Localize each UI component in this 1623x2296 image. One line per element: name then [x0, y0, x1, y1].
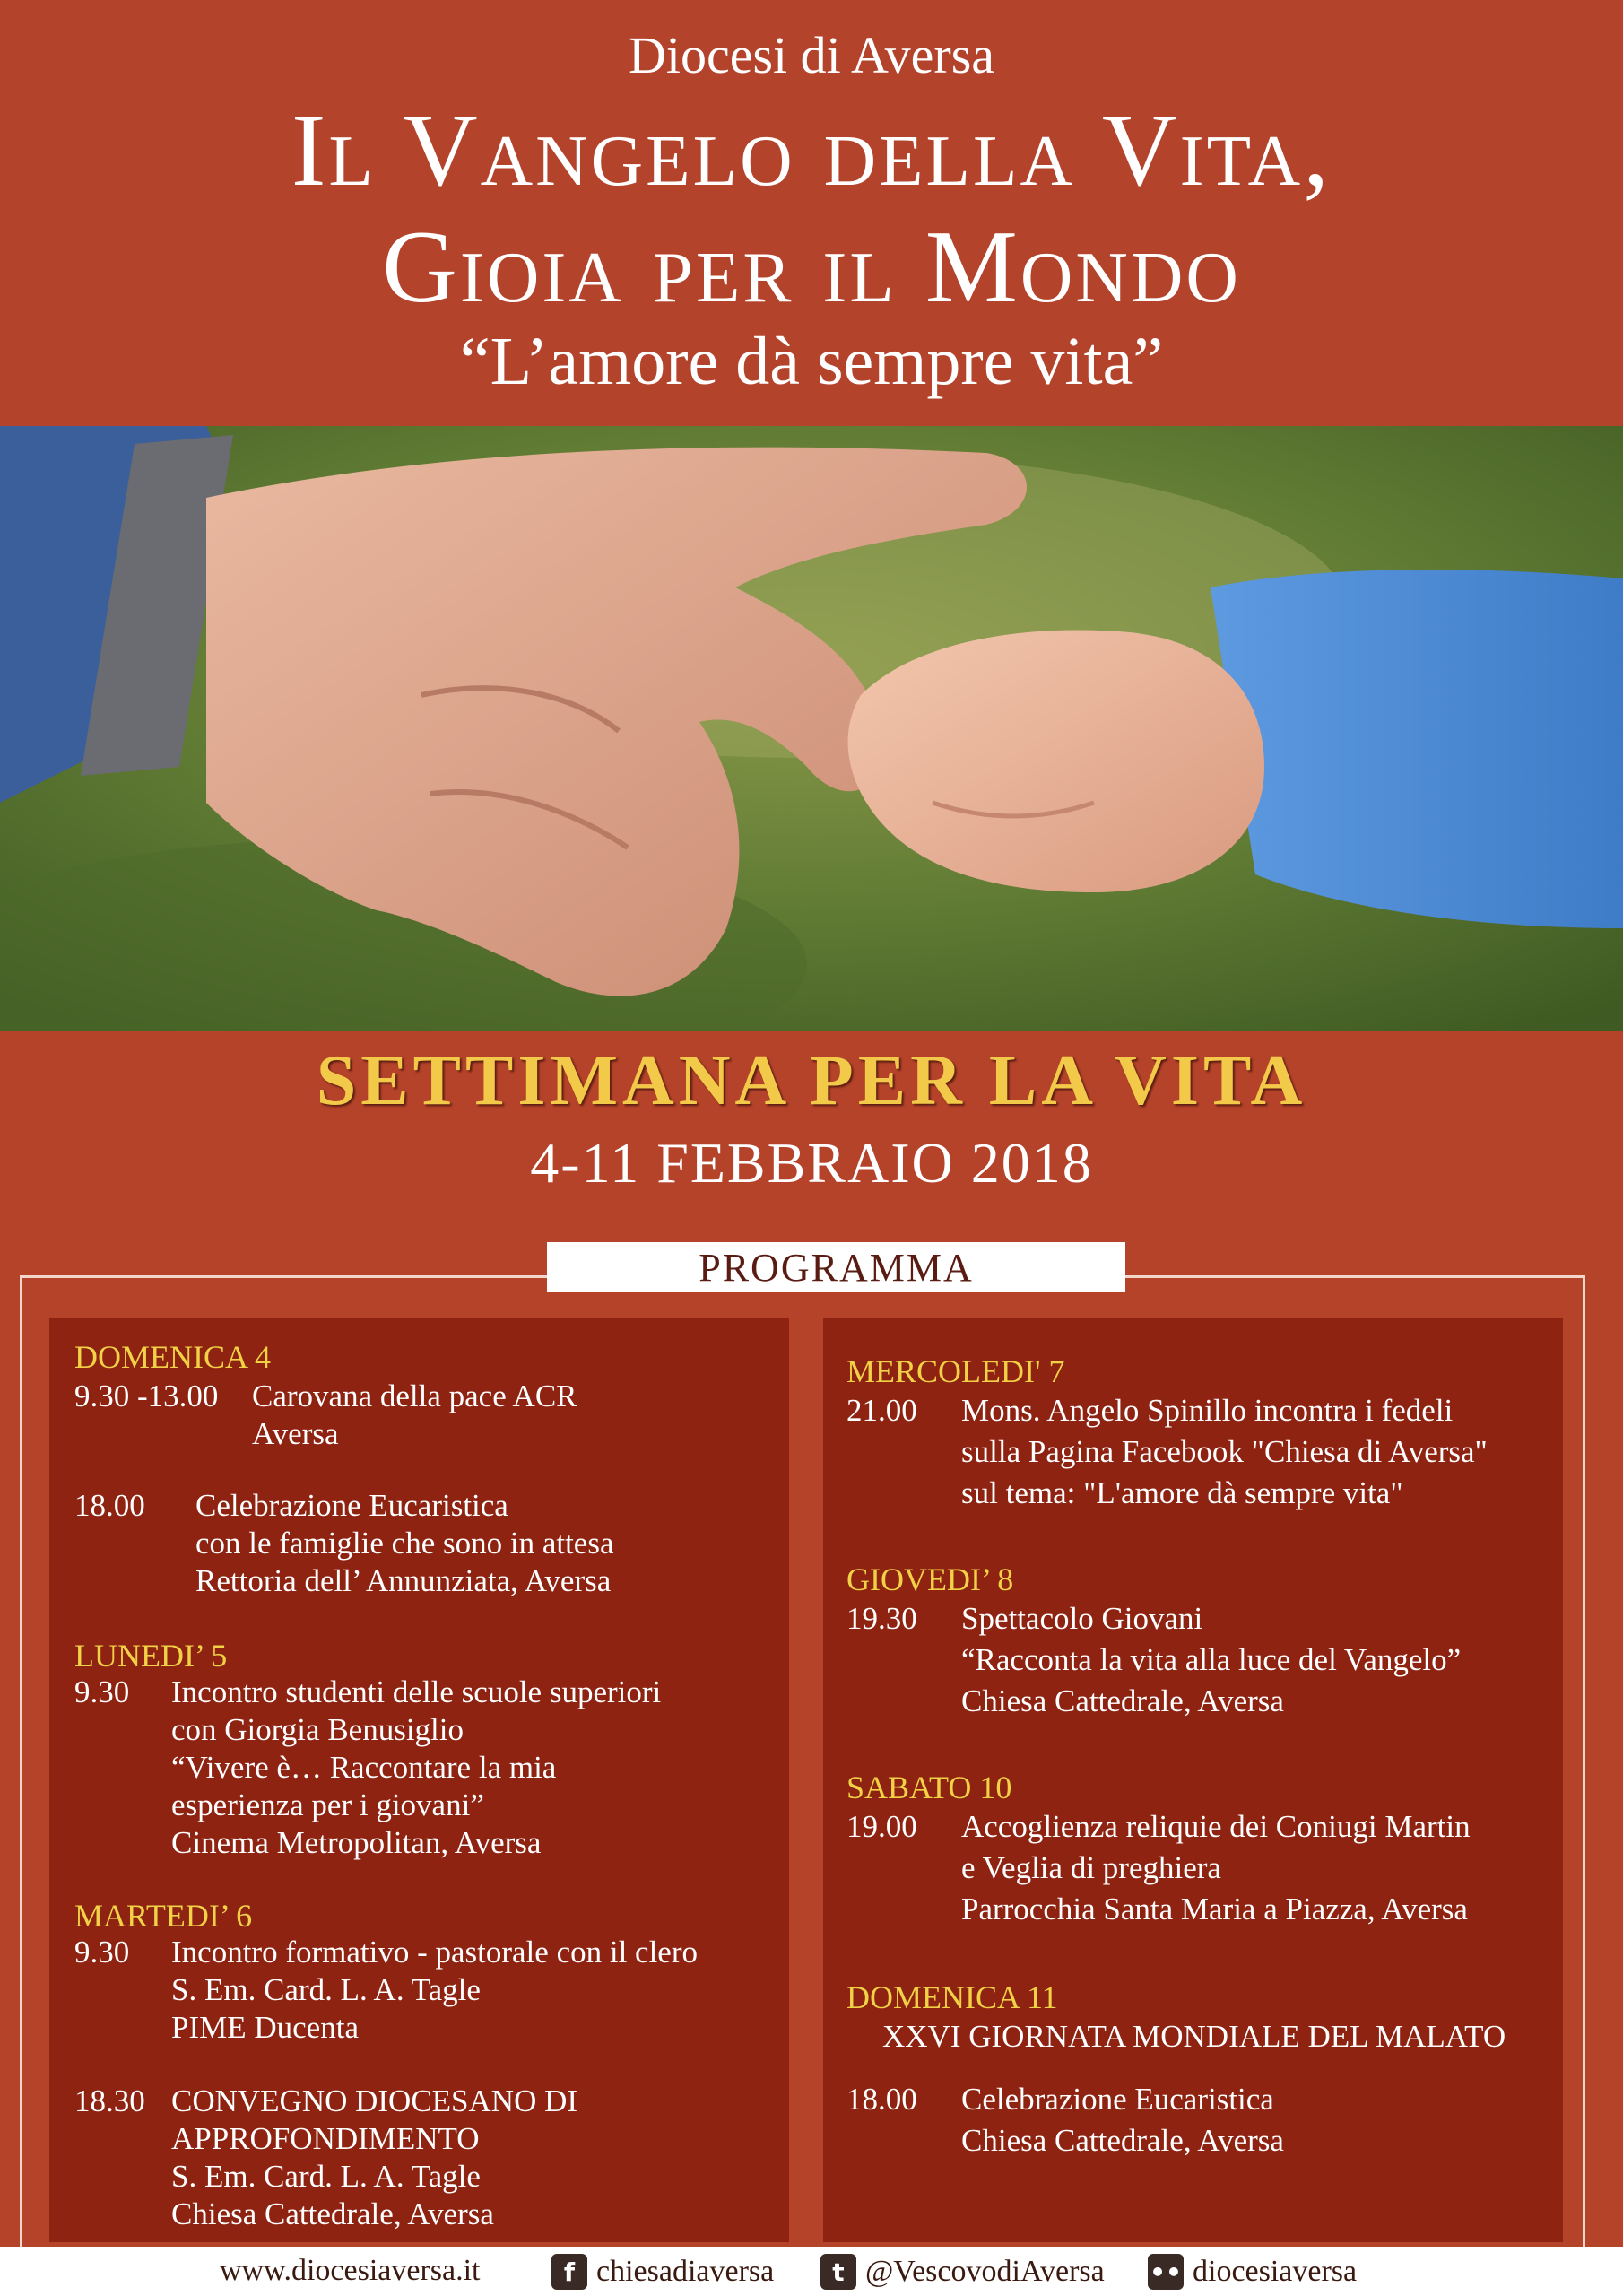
flickr-link[interactable] [1148, 2254, 1357, 2290]
entry-line: Celebrazione Eucaristica [961, 2082, 1274, 2117]
entry-line: Celebrazione Eucaristica [195, 1488, 508, 1523]
entry-line: Chiesa Cattedrale, Aversa [171, 2196, 494, 2231]
entry-line: Accoglienza reliquie dei Coniugi Martin [961, 1809, 1471, 1844]
day-heading: SABATO 10 [846, 1770, 1012, 1805]
footer [0, 2247, 1623, 2296]
day-heading: DOMENICA 4 [74, 1339, 272, 1375]
title-line-1: Il Vangelo della Vita, [291, 93, 1332, 208]
entry-line: Mons. Angelo Spinillo incontra i fedeli [961, 1393, 1454, 1428]
entry-time: 21.00 [846, 1393, 917, 1428]
entry-line: Rettoria dell’ Annunziata, Aversa [195, 1563, 612, 1598]
entry-time: 19.00 [846, 1809, 917, 1844]
day-heading: MARTEDI’ 6 [74, 1898, 253, 1934]
website-link[interactable] [220, 2254, 480, 2288]
day-heading: LUNEDI’ 5 [74, 1638, 228, 1674]
entry-line: con Giorgia Benusiglio [171, 1712, 464, 1747]
entry-line: con le famiglie che sono in attesa [195, 1526, 614, 1561]
entry-time: 9.30 [74, 1674, 130, 1709]
entry-line: Spettacolo Giovani [961, 1601, 1203, 1636]
event-dates: 4-11 FEBBRAIO 2018 [530, 1131, 1093, 1195]
entry-time: 18.00 [846, 2082, 917, 2117]
title-line-2: Gioia per il Mondo [382, 210, 1241, 325]
entry-line: CONVEGNO DIOCESANO DI [171, 2083, 578, 2118]
entry-line: Chiesa Cattedrale, Aversa [961, 2123, 1284, 2158]
twitter-icon: t [820, 2254, 856, 2290]
entry-line: Carovana della pace ACR [252, 1378, 577, 1413]
hands-photo [0, 426, 1623, 1031]
entry-line: S. Em. Card. L. A. Tagle [171, 2159, 481, 2194]
diocese-name: Diocesi di Aversa [628, 26, 995, 84]
entry-line: sulla Pagina Facebook "Chiesa di Aversa" [961, 1434, 1488, 1469]
entry-line: S. Em. Card. L. A. Tagle [171, 1972, 481, 2007]
flickr-icon: •• [1148, 2254, 1184, 2290]
website-text: www.diocesiaversa.it [220, 2254, 481, 2287]
entry-line: Cinema Metropolitan, Aversa [171, 1825, 542, 1860]
entry-line: esperienza per i giovani” [171, 1787, 484, 1822]
flickr-handle: diocesiaversa [1193, 2255, 1358, 2288]
entry-line: Parrocchia Santa Maria a Piazza, Aversa [961, 1892, 1468, 1926]
twitter-handle: @VescovodiAversa [865, 2255, 1105, 2288]
event-name: SETTIMANA PER LA VITA [316, 1041, 1307, 1120]
program-label: PROGRAMMA [547, 1242, 1125, 1292]
entry-line: Chiesa Cattedrale, Aversa [961, 1683, 1284, 1718]
entry-line: e Veglia di preghiera [961, 1850, 1221, 1885]
facebook-handle: chiesadiaversa [596, 2255, 775, 2288]
day-heading: GIOVEDI’ 8 [846, 1561, 1014, 1597]
entry-time: 18.30 [74, 2083, 145, 2118]
entry-line: Aversa [252, 1416, 339, 1451]
facebook-link[interactable] [551, 2254, 774, 2290]
header [0, 0, 1623, 426]
entry-line: “Racconta la vita alla luce del Vangelo” [961, 1642, 1462, 1677]
entry-line: sul tema: "L'amore dà sempre vita" [961, 1475, 1403, 1510]
program-column-right [823, 1318, 1563, 2242]
entry-time: 19.30 [846, 1601, 917, 1636]
entry-line: “Vivere è… Raccontare la mia [171, 1750, 557, 1785]
program-column-left [49, 1318, 789, 2242]
entry-time: 18.00 [74, 1488, 145, 1523]
entry-line: Incontro formativo - pastorale con il clero [171, 1935, 699, 1970]
day-heading: MERCOLEDI' 7 [846, 1353, 1065, 1389]
hands-photo-illustration [0, 426, 1623, 1031]
entry-time: 9.30 -13.00 [74, 1378, 219, 1413]
twitter-link[interactable] [820, 2254, 1105, 2290]
day-heading: DOMENICA 11 [846, 1979, 1058, 2015]
entry-line: Incontro studenti delle scuole superiori [171, 1674, 662, 1709]
day-subtitle: XXVI GIORNATA MONDIALE DEL MALATO [882, 2019, 1506, 2054]
facebook-icon: f [551, 2254, 587, 2290]
motto: “L’amore dà sempre vita” [459, 324, 1164, 399]
entry-time: 9.30 [74, 1935, 130, 1970]
entry-line: APPROFONDIMENTO [171, 2121, 480, 2156]
entry-line: PIME Ducenta [171, 2010, 359, 2045]
